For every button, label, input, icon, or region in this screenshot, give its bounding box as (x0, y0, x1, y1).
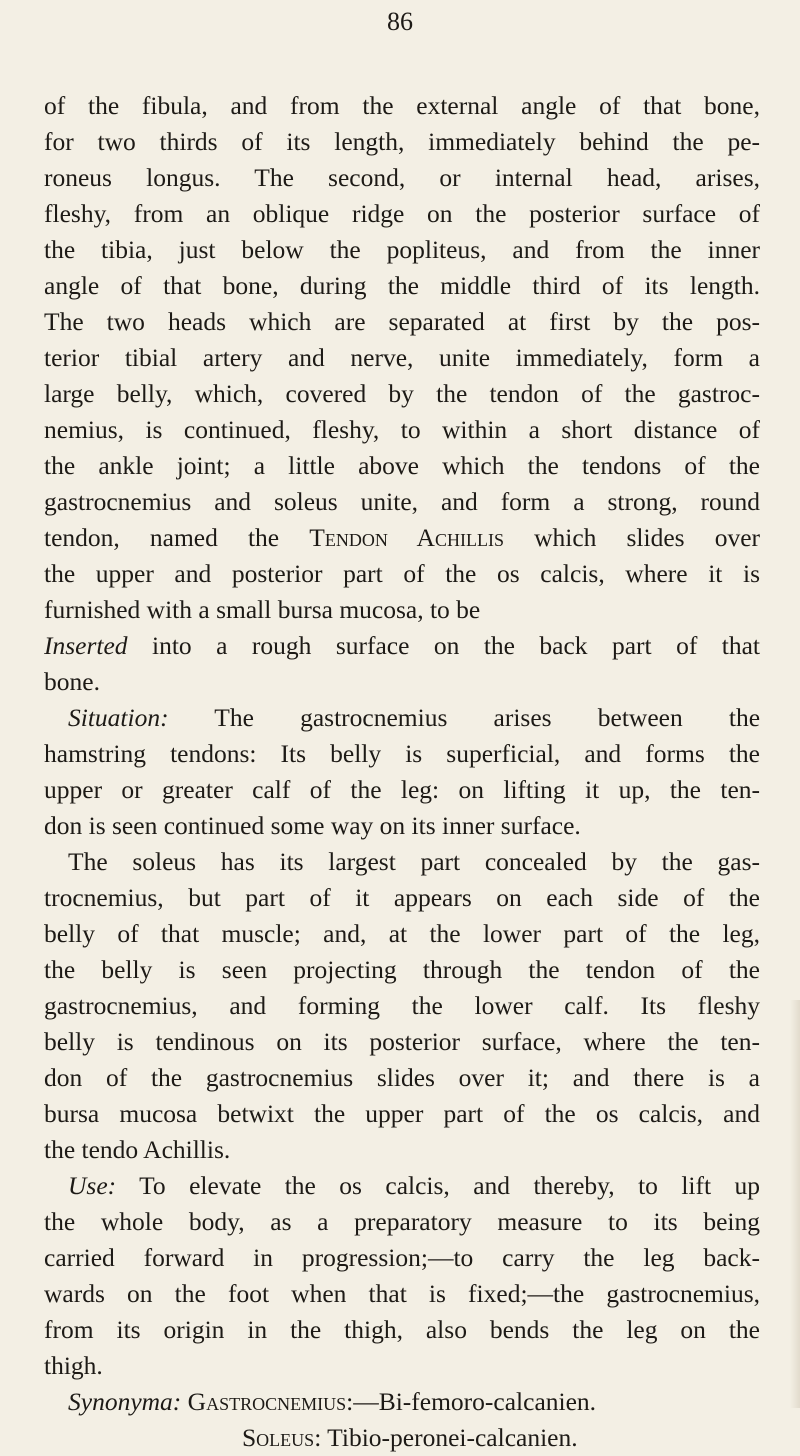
text-line (44, 700, 760, 736)
text-line (44, 1420, 760, 1456)
page-edge-shadow (790, 1000, 800, 1408)
text-line: gastrocnemius and soleus unite, and form a strong, round (44, 487, 760, 516)
text-line: nemius, is continued, fleshy, to within a short distance of (44, 415, 760, 444)
text-line: from its origin in the thigh, also bends the leg on the (44, 1315, 760, 1344)
text-line: thigh. (44, 1351, 103, 1380)
text-line: The two heads which are separated at first by the pos- (44, 307, 760, 336)
text-line: don of the gastrocnemius slides over it; and there is a (44, 1063, 760, 1092)
text-line: belly of that muscle; and, at the lower part of the leg, (44, 919, 760, 948)
text-segment: tendon, named the (44, 523, 280, 552)
body-text (44, 88, 760, 1456)
tendon-achillis-term: Tendon Achillis (309, 523, 504, 552)
synonym-value: : Tibio-peronei-calcanien. (314, 1423, 578, 1452)
text-line: the upper and posterior part of the os calcis, where it is (44, 559, 760, 588)
text-line (44, 1384, 760, 1420)
text-line: the whole body, as a preparatory measure to its being (44, 1207, 760, 1236)
text-line: roneus longus. The second, or internal head, arises, (44, 163, 760, 192)
text-line: of the fibula, and from the external angle of that bone, (44, 91, 760, 120)
text-line: hamstring tendons: Its belly is superficial, and forms the (44, 739, 760, 768)
text-segment: which slides over (534, 523, 760, 552)
text-line: the tibia, just below the popliteus, and from the inner (44, 235, 760, 264)
text-line: The soleus has its largest part concealed by the gas- (68, 847, 760, 876)
text-line: gastrocnemius, and forming the lower calf. Its fleshy (44, 991, 760, 1020)
situation-heading: Situation: (68, 703, 169, 732)
synonym-value: :—Bi-femoro-calcanien. (346, 1387, 597, 1416)
text-segment: The gastrocnemius arises between the (214, 703, 760, 732)
synonym-term: Soleus (242, 1423, 315, 1452)
text-line: upper or greater calf of the leg: on lifting it up, the ten- (44, 775, 760, 804)
text-line (44, 520, 760, 556)
text-line: for two thirds of its length, immediately behind the pe- (44, 127, 760, 156)
text-line: furnished with a small bursa mucosa, to be (44, 595, 481, 624)
text-line (44, 628, 760, 664)
text-line: bursa mucosa betwixt the upper part of the os calcis, and (44, 1099, 760, 1128)
text-line: bone. (44, 667, 100, 696)
use-heading: Use: (68, 1171, 117, 1200)
text-line (44, 1168, 760, 1204)
text-line: the belly is seen projecting through the tendon of the (44, 955, 760, 984)
text-line: fleshy, from an oblique ridge on the posterior surface of (44, 199, 760, 228)
synonyma-heading: Synonyma: (68, 1387, 182, 1416)
text-line: carried forward in progression;—to carry the leg back- (44, 1243, 760, 1272)
inserted-heading: Inserted (44, 631, 128, 660)
synonym-term: Gastrocnemius (187, 1387, 347, 1416)
text-line: angle of that bone, during the middle third of its length. (44, 271, 760, 300)
text-segment: To elevate the os calcis, and thereby, to lift up (139, 1171, 760, 1200)
text-line: the tendo Achillis. (44, 1135, 231, 1164)
text-segment: into a rough surface on the back part of that (152, 631, 760, 660)
text-line: belly is tendinous on its posterior surface, where the ten- (44, 1027, 760, 1056)
text-line: terior tibial artery and nerve, unite immediately, form a (44, 343, 760, 372)
text-line: wards on the foot when that is fixed;—the gastrocnemius, (44, 1279, 760, 1308)
text-line: large belly, which, covered by the tendon of the gastroc- (44, 379, 760, 408)
text-line: the ankle joint; a little above which the tendons of the (44, 451, 760, 480)
page-number: 86 (387, 7, 413, 36)
text-line: trocnemius, but part of it appears on each side of the (44, 883, 760, 912)
text-line: don is seen continued some way on its inner surface. (44, 811, 581, 840)
